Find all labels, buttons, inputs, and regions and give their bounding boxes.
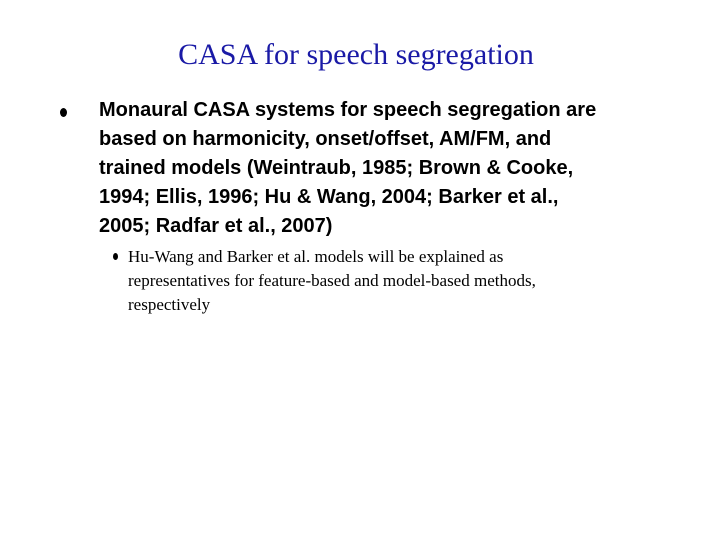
sub-bullet-line: representatives for feature-based and model-based methods, (128, 271, 536, 290)
bullet-line: 1994; Ellis, 1996; Hu & Wang, 2004; Barker et al., (99, 186, 559, 208)
sub-bullet-line: respectively (128, 295, 211, 314)
bullet-line: trained models (Weintraub, 1985; Brown & Cooke, (99, 157, 574, 179)
bullet-line: based on harmonicity, onset/offset, AM/FM, and (99, 128, 552, 150)
bullet-line: 2005; Radfar et al., 2007) (99, 215, 333, 237)
sub-bullet-text (128, 245, 648, 317)
sub-bullet-dot-icon (113, 253, 118, 260)
slide-title: CASA for speech segregation (178, 38, 534, 71)
bullet-text (99, 96, 659, 241)
bullet-line: Monaural CASA systems for speech segregation are (99, 99, 597, 121)
sub-bullet-line: Hu-Wang and Barker et al. models will be explained as (128, 247, 504, 266)
bullet-dot-icon (60, 108, 67, 117)
